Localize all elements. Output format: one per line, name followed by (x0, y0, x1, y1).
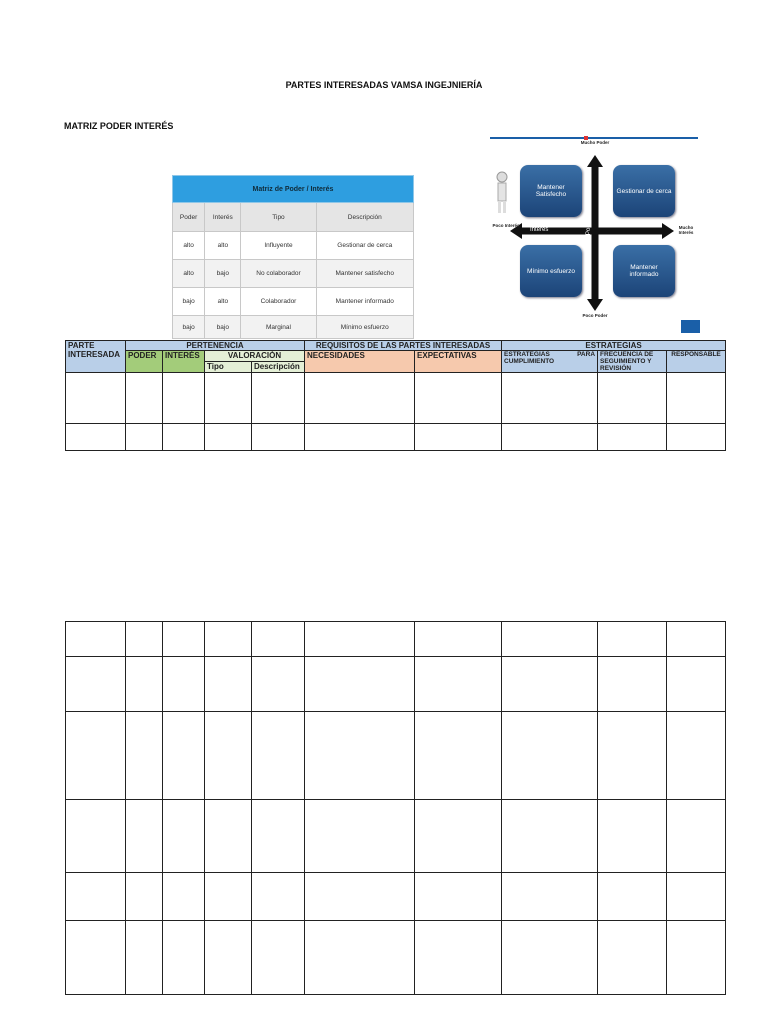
form-cell[interactable] (502, 424, 598, 451)
form-cell[interactable] (163, 424, 205, 451)
form-cell[interactable] (163, 873, 205, 921)
form-cell[interactable] (205, 373, 252, 424)
form-cell[interactable] (205, 921, 252, 995)
form-cell[interactable] (667, 800, 726, 873)
header-estrategias-cumplimiento: ESTRATEGIAS PARA CUMPLIMIENTO (502, 351, 598, 373)
form-cell[interactable] (415, 712, 502, 800)
form-cell[interactable] (305, 424, 415, 451)
form-cell[interactable] (205, 424, 252, 451)
form-cell[interactable] (502, 657, 598, 712)
form-cell[interactable] (205, 657, 252, 712)
form-cell[interactable] (163, 657, 205, 712)
header-descripcion: Descripción (252, 362, 305, 373)
quadrant-bottom-right: Mantener informado (613, 245, 675, 297)
form-cell[interactable] (502, 712, 598, 800)
form-cell[interactable] (415, 657, 502, 712)
matrix-cell: Colaborador (241, 288, 316, 316)
header-expectativas: EXPECTATIVAS (415, 351, 502, 373)
form-cell[interactable] (598, 657, 667, 712)
form-cell[interactable] (66, 373, 126, 424)
form-cell[interactable] (598, 800, 667, 873)
form-cell[interactable] (252, 622, 305, 657)
form-cell[interactable] (252, 800, 305, 873)
form-cell[interactable] (163, 800, 205, 873)
form-cell[interactable] (163, 921, 205, 995)
form-cell[interactable] (415, 373, 502, 424)
form-cell[interactable] (126, 873, 163, 921)
matrix-cell: No colaborador (241, 260, 316, 288)
matrix-row (173, 288, 414, 316)
table-row (66, 873, 726, 921)
matrix-cell: bajo (173, 316, 205, 339)
header-responsable: RESPONSABLE (667, 351, 726, 373)
form-cell[interactable] (66, 657, 126, 712)
form-cell[interactable] (598, 921, 667, 995)
form-cell[interactable] (126, 712, 163, 800)
matrix-cell: alto (173, 232, 205, 260)
header-pertenencia: PERTENENCIA (126, 341, 305, 351)
form-cell[interactable] (667, 873, 726, 921)
header-frecuencia: FRECUENCIA DE SEGUIMIENTO Y REVISIÓN (598, 351, 667, 373)
form-cell[interactable] (415, 424, 502, 451)
form-cell[interactable] (252, 873, 305, 921)
table-row (66, 800, 726, 873)
form-cell[interactable] (667, 712, 726, 800)
form-cell[interactable] (252, 921, 305, 995)
form-cell[interactable] (415, 622, 502, 657)
axis-y-label: Poder (586, 218, 592, 235)
form-cell[interactable] (126, 424, 163, 451)
quadrant-top-right: Gestionar de cerca (613, 165, 675, 217)
form-cell[interactable] (305, 712, 415, 800)
header-requisitos: REQUISITOS DE LAS PARTES INTERESADAS (305, 341, 502, 351)
matrix-col-header: Interés (205, 203, 241, 232)
matrix-cell: alto (205, 232, 241, 260)
header-tipo: Tipo (205, 362, 252, 373)
label-poco-interes: Poco Interés (492, 223, 520, 228)
form-cell[interactable] (205, 800, 252, 873)
quadrant-top-left: Mantener Satisfecho (520, 165, 582, 217)
form-cell[interactable] (598, 424, 667, 451)
table-row (66, 657, 726, 712)
axis-x-label: Interés (530, 227, 549, 233)
matrix-row (173, 316, 414, 339)
matrix-cell: bajo (173, 288, 205, 316)
form-cell[interactable] (502, 873, 598, 921)
form-cell[interactable] (305, 921, 415, 995)
form-cell[interactable] (415, 800, 502, 873)
matrix-col-header: Tipo (241, 203, 316, 232)
form-cell[interactable] (66, 424, 126, 451)
form-cell[interactable] (252, 657, 305, 712)
form-cell[interactable] (667, 373, 726, 424)
form-cell[interactable] (66, 712, 126, 800)
form-cell[interactable] (415, 921, 502, 995)
empty-grid-table (65, 621, 726, 995)
table-row (66, 622, 726, 657)
form-cell[interactable] (598, 712, 667, 800)
matrix-cell: alto (205, 288, 241, 316)
label-mucho-poder: Mucho Poder (580, 140, 610, 145)
form-cell[interactable] (502, 800, 598, 873)
matrix-cell: alto (173, 260, 205, 288)
matrix-cell: bajo (205, 316, 241, 339)
stakeholder-form-table (65, 340, 726, 451)
form-cell[interactable] (667, 622, 726, 657)
document-title: PARTES INTERESADAS VAMSA INGEJNIERÍA (285, 80, 483, 90)
header-necesidades: NECESIDADES (305, 351, 415, 373)
form-cell[interactable] (305, 800, 415, 873)
form-cell[interactable] (163, 622, 205, 657)
matrix-row (173, 260, 414, 288)
form-cell[interactable] (252, 712, 305, 800)
form-cell[interactable] (415, 873, 502, 921)
form-cell[interactable] (598, 622, 667, 657)
form-cell[interactable] (126, 622, 163, 657)
form-cell[interactable] (205, 873, 252, 921)
quadrant-diagram-image (490, 135, 700, 333)
form-cell[interactable] (126, 800, 163, 873)
form-cell[interactable] (126, 921, 163, 995)
matrix-cell: Mantener satisfecho (316, 260, 413, 288)
matrix-cell: Mínimo esfuerzo (316, 316, 413, 339)
matrix-cell: bajo (205, 260, 241, 288)
matrix-header: Matriz de Poder / Interés (173, 176, 414, 203)
form-cell[interactable] (205, 622, 252, 657)
header-interes: INTERÉS (163, 351, 205, 373)
header-estrategias: ESTRATEGIAS (502, 341, 726, 351)
section-title: MATRIZ PODER INTERÉS (64, 121, 174, 131)
form-cell[interactable] (126, 657, 163, 712)
matrix-cell: Marginal (241, 316, 316, 339)
form-cell[interactable] (305, 622, 415, 657)
form-cell[interactable] (305, 873, 415, 921)
power-interest-matrix-image (172, 175, 414, 339)
matrix-cell: Influyente (241, 232, 316, 260)
form-cell[interactable] (205, 712, 252, 800)
form-cell[interactable] (252, 373, 305, 424)
label-mucho-interes: Mucho Interés (678, 225, 694, 235)
matrix-col-header: Poder (173, 203, 205, 232)
form-cell[interactable] (667, 424, 726, 451)
form-cell[interactable] (66, 921, 126, 995)
form-cell[interactable] (163, 373, 205, 424)
quadrant-bottom-left: Mínimo esfuerzo (520, 245, 582, 297)
form-cell[interactable] (163, 712, 205, 800)
matrix-cell: Gestionar de cerca (316, 232, 413, 260)
form-cell[interactable] (305, 657, 415, 712)
form-cell[interactable] (598, 873, 667, 921)
header-parte-interesada: PARTE INTERESADA (66, 341, 126, 373)
form-cell[interactable] (66, 800, 126, 873)
header-poder: PODER (126, 351, 163, 373)
form-cell[interactable] (66, 873, 126, 921)
table-row (66, 373, 726, 424)
matrix-row (173, 232, 414, 260)
form-cell[interactable] (126, 373, 163, 424)
form-cell[interactable] (66, 622, 126, 657)
form-cell[interactable] (502, 921, 598, 995)
table-row (66, 712, 726, 800)
table-row (66, 424, 726, 451)
form-cell[interactable] (305, 373, 415, 424)
table-row (66, 921, 726, 995)
form-cell[interactable] (667, 657, 726, 712)
form-cell[interactable] (502, 373, 598, 424)
matrix-cell: Mantener informado (316, 288, 413, 316)
form-cell[interactable] (252, 424, 305, 451)
form-cell[interactable] (667, 921, 726, 995)
header-valoracion: VALORACIÓN (205, 351, 305, 362)
form-cell[interactable] (598, 373, 667, 424)
form-cell[interactable] (502, 622, 598, 657)
label-poco-poder: Poco Poder (582, 313, 608, 318)
matrix-col-header: Descripción (316, 203, 413, 232)
